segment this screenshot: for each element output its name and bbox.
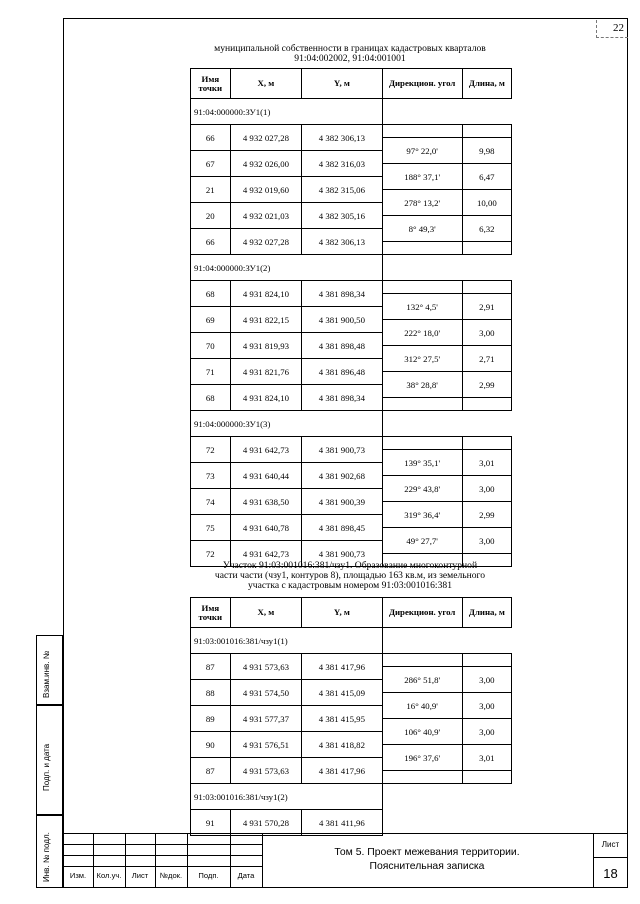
header-y: Y, м — [302, 69, 382, 99]
segment-length: 3,00 — [462, 528, 511, 554]
segment-length: 3,00 — [462, 719, 511, 745]
header-x: X, м — [230, 69, 302, 99]
empty-cell — [382, 771, 462, 784]
empty-cell — [382, 628, 462, 654]
direction-angle: 97° 22,0' — [382, 138, 462, 164]
coord-x: 4 931 638,50 — [230, 489, 302, 515]
direction-angle: 16° 40,9' — [382, 693, 462, 719]
direction-angle: 278° 13,2' — [382, 190, 462, 216]
coord-x: 4 931 640,44 — [230, 463, 302, 489]
sheet-number: 18 — [603, 866, 618, 881]
point-name: 91 — [191, 810, 231, 836]
direction-angle: 312° 27,5' — [382, 346, 462, 372]
document-title — [262, 846, 592, 874]
point-name: 88 — [191, 680, 231, 706]
direction-angle: 196° 37,6' — [382, 745, 462, 771]
empty-cell — [462, 654, 511, 667]
empty-cell — [382, 255, 462, 281]
segment-length: 2,71 — [462, 346, 511, 372]
point-name: 21 — [191, 177, 231, 203]
coordinates-table-1 — [190, 68, 512, 567]
caption-1-line: 91:04:002002, 91:04:001001 — [294, 53, 406, 64]
coord-y: 4 381 415,09 — [302, 680, 382, 706]
coord-x: 4 931 819,93 — [230, 333, 302, 359]
header-y: Y, м — [302, 598, 382, 628]
coord-y: 4 381 898,45 — [302, 515, 382, 541]
coord-y: 4 382 305,16 — [302, 203, 382, 229]
empty-cell — [462, 784, 511, 810]
empty-cell — [462, 242, 511, 255]
coord-y: 4 381 900,73 — [302, 541, 382, 567]
coord-x: 4 931 576,51 — [230, 732, 302, 758]
direction-angle: 188° 37,1' — [382, 164, 462, 190]
empty-cell — [382, 784, 462, 810]
coord-y: 4 381 415,95 — [302, 706, 382, 732]
coord-y: 4 381 411,96 — [302, 810, 382, 836]
caption-2-line: участка с кадастровым номером 91:03:001016:381 — [248, 580, 452, 591]
empty-cell — [382, 437, 462, 450]
header-point: Имя точки — [191, 69, 231, 99]
header-direction: Дирекцион. угол — [382, 69, 462, 99]
side-box-inventory — [36, 815, 63, 888]
header-length: Длина, м — [462, 598, 511, 628]
coord-y: 4 381 900,73 — [302, 437, 382, 463]
coord-x: 4 931 642,73 — [230, 437, 302, 463]
direction-angle: 106° 40,9' — [382, 719, 462, 745]
side-label-replacement: Взам.инв. № — [42, 650, 51, 698]
segment-length: 2,91 — [462, 294, 511, 320]
empty-cell — [462, 810, 511, 836]
point-name: 72 — [191, 541, 231, 567]
empty-cell — [462, 99, 511, 125]
segment-length: 3,00 — [462, 320, 511, 346]
coord-y: 4 381 898,34 — [302, 281, 382, 307]
point-name: 71 — [191, 359, 231, 385]
direction-angle: 49° 27,7' — [382, 528, 462, 554]
point-name: 70 — [191, 333, 231, 359]
direction-angle: 286° 51,8' — [382, 667, 462, 693]
document-title-line-2: Пояснительная записка — [369, 861, 485, 872]
point-name: 69 — [191, 307, 231, 333]
segment-length: 6,47 — [462, 164, 511, 190]
empty-cell — [462, 437, 511, 450]
segment-length: 3,00 — [462, 693, 511, 719]
point-name: 68 — [191, 385, 231, 411]
side-box-signature — [36, 705, 63, 815]
coord-y: 4 381 898,34 — [302, 385, 382, 411]
section-title: 91:04:000000:ЗУ1(1) — [191, 99, 383, 125]
coord-y: 4 381 417,96 — [302, 654, 382, 680]
coordinates-table-2 — [190, 597, 512, 836]
coord-y: 4 382 306,13 — [302, 125, 382, 151]
empty-cell — [382, 99, 462, 125]
coord-y: 4 381 417,96 — [302, 758, 382, 784]
coord-x: 4 931 570,28 — [230, 810, 302, 836]
section-title: 91:04:000000:ЗУ1(3) — [191, 411, 383, 437]
empty-cell — [462, 398, 511, 411]
empty-cell — [382, 242, 462, 255]
caption-1-line: муниципальной собственности в границах кадастровых кварталов — [214, 43, 486, 54]
empty-cell — [462, 771, 511, 784]
coord-x: 4 932 027,28 — [230, 125, 302, 151]
caption-1 — [190, 44, 510, 64]
segment-length: 6,32 — [462, 216, 511, 242]
point-name: 73 — [191, 463, 231, 489]
stamp-list-line — [593, 857, 628, 858]
stamp-col-koluch: Кол.уч. — [96, 871, 122, 880]
coord-x: 4 931 824,10 — [230, 281, 302, 307]
section-title: 91:03:001016:381/чзу1(2) — [191, 784, 383, 810]
side-label-signature: Подп. и дата — [42, 743, 51, 791]
stamp-col-list: Лист — [131, 871, 149, 880]
coord-y: 4 381 902,68 — [302, 463, 382, 489]
stamp-col-podp: Подп. — [198, 871, 219, 880]
coord-y: 4 381 900,39 — [302, 489, 382, 515]
coord-x: 4 932 019,60 — [230, 177, 302, 203]
empty-cell — [462, 411, 511, 437]
coord-y: 4 381 418,82 — [302, 732, 382, 758]
stamp-col-ndok: №док. — [159, 871, 183, 880]
direction-angle: 132° 4,5' — [382, 294, 462, 320]
coord-y: 4 381 900,50 — [302, 307, 382, 333]
coord-y: 4 381 898,48 — [302, 333, 382, 359]
stamp-col-data: Дата — [237, 871, 255, 880]
empty-cell — [382, 411, 462, 437]
header-direction: Дирекцион. угол — [382, 598, 462, 628]
point-name: 66 — [191, 125, 231, 151]
segment-length: 3,01 — [462, 745, 511, 771]
point-name: 74 — [191, 489, 231, 515]
section-title: 91:03:001016:381/чзу1(1) — [191, 628, 383, 654]
empty-cell — [382, 125, 462, 138]
coord-x: 4 931 824,10 — [230, 385, 302, 411]
segment-length: 10,00 — [462, 190, 511, 216]
point-name: 89 — [191, 706, 231, 732]
section-title: 91:04:000000:ЗУ1(2) — [191, 255, 383, 281]
caption-2 — [172, 561, 528, 591]
empty-cell — [462, 628, 511, 654]
coord-x: 4 931 640,78 — [230, 515, 302, 541]
point-name: 20 — [191, 203, 231, 229]
coord-x: 4 932 027,28 — [230, 229, 302, 255]
segment-length: 3,00 — [462, 667, 511, 693]
side-box-replacement — [36, 635, 63, 705]
stamp-top-line — [63, 833, 628, 834]
coord-x: 4 931 577,37 — [230, 706, 302, 732]
coord-x: 4 932 021,03 — [230, 203, 302, 229]
header-x: X, м — [230, 598, 302, 628]
coord-y: 4 382 306,13 — [302, 229, 382, 255]
segment-length: 9,98 — [462, 138, 511, 164]
point-name: 68 — [191, 281, 231, 307]
direction-angle: 8° 49,3' — [382, 216, 462, 242]
point-name: 90 — [191, 732, 231, 758]
segment-length: 2,99 — [462, 502, 511, 528]
side-label-inventory: Инв. № подл. — [42, 832, 51, 882]
coord-x: 4 931 574,50 — [230, 680, 302, 706]
caption-2-line: части части (чзу1, контуров 8), площадью 163 кв.м, из земельного — [214, 570, 486, 581]
coord-x: 4 931 573,63 — [230, 654, 302, 680]
direction-angle: 139° 35,1' — [382, 450, 462, 476]
coord-x: 4 931 642,73 — [230, 541, 302, 567]
header-point: Имя точки — [191, 598, 231, 628]
point-name: 66 — [191, 229, 231, 255]
point-name: 72 — [191, 437, 231, 463]
coord-y: 4 382 315,06 — [302, 177, 382, 203]
point-name: 87 — [191, 654, 231, 680]
direction-angle: 229° 43,8' — [382, 476, 462, 502]
empty-cell — [382, 810, 462, 836]
header-length: Длина, м — [462, 69, 511, 99]
caption-2-line: Участок 91:03:001016:381/чзу1. Образование многоконтурной — [222, 560, 478, 571]
empty-cell — [382, 654, 462, 667]
segment-length: 3,00 — [462, 476, 511, 502]
empty-cell — [462, 125, 511, 138]
point-name: 67 — [191, 151, 231, 177]
coord-x: 4 931 822,15 — [230, 307, 302, 333]
coord-x: 4 932 026,00 — [230, 151, 302, 177]
empty-cell — [382, 398, 462, 411]
sheet-label: Лист — [601, 840, 620, 849]
empty-cell — [462, 281, 511, 294]
direction-angle: 319° 36,4' — [382, 502, 462, 528]
point-name: 87 — [191, 758, 231, 784]
empty-cell — [382, 281, 462, 294]
coord-y: 4 381 896,48 — [302, 359, 382, 385]
document-title-line-1: Том 5. Проект межевания территории. — [334, 847, 520, 858]
stamp-col-izm: Изм. — [69, 871, 87, 880]
point-name: 75 — [191, 515, 231, 541]
empty-cell — [462, 255, 511, 281]
direction-angle: 222° 18,0' — [382, 320, 462, 346]
coord-x: 4 931 573,63 — [230, 758, 302, 784]
coord-y: 4 382 316,03 — [302, 151, 382, 177]
direction-angle: 38° 28,8' — [382, 372, 462, 398]
coord-x: 4 931 821,76 — [230, 359, 302, 385]
page-number-top: 22 — [596, 20, 628, 38]
segment-length: 2,99 — [462, 372, 511, 398]
segment-length: 3,01 — [462, 450, 511, 476]
